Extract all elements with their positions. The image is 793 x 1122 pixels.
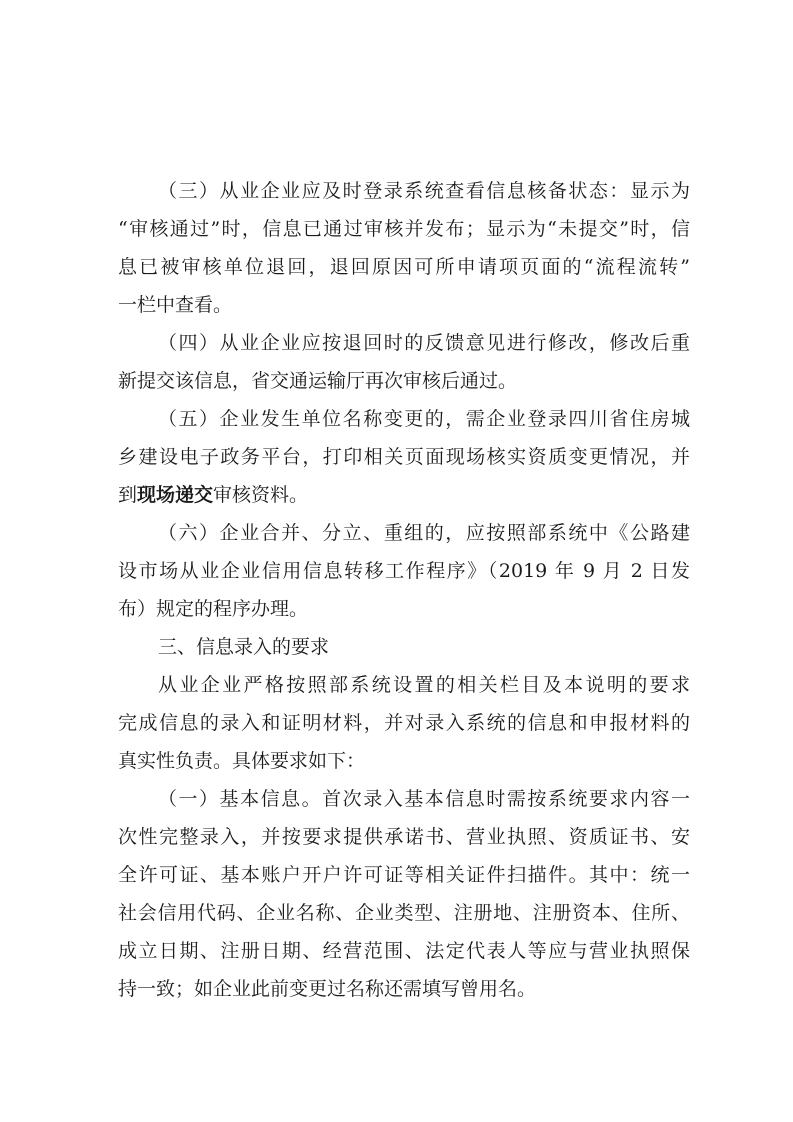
text-line: 乡建设电子政务平台，打印相关页面现场核实资质变更情况，并 [118, 446, 690, 468]
text-line: 完成信息的录入和证明材料，并对录入系统的信息和申报材料的 [118, 712, 690, 734]
text-line: （六）企业合并、分立、重组的，应按照部系统中《公路建 [158, 522, 690, 544]
text-line: （五）企业发生单位名称变更的，需企业登录四川省住房城 [158, 408, 690, 430]
text-span: 到 [118, 484, 138, 506]
text-line: 社会信用代码、企业名称、企业类型、注册地、注册资本、住所、 [118, 902, 690, 924]
text-line: 一栏中查看。 [118, 294, 233, 316]
text-line [118, 476, 690, 514]
text-line: 设市场从业企业信用信息转移工作程序》（2019 年 9 月 2 日发 [118, 560, 690, 582]
text-line: 布）规定的程序办理。 [118, 598, 309, 620]
text-line: 持一致；如企业此前变更过名称还需填写曾用名。 [118, 978, 537, 1000]
text-line: 新提交该信息，省交通运输厅再次审核后通过。 [118, 370, 518, 392]
text-span: 审核资料。 [213, 484, 309, 506]
section-heading: 三、信息录入的要求 [158, 636, 330, 658]
text-line: 真实性负责。具体要求如下： [118, 750, 366, 772]
text-line: 息已被审核单位退回，退回原因可所申请项页面的“流程流转” [118, 256, 690, 278]
text-line: 次性完整录入，并按要求提供承诺书、营业执照、资质证书、安 [118, 826, 690, 848]
text-line: 从业企业严格按照部系统设置的相关栏目及本说明的要求 [158, 674, 690, 696]
text-line: （四）从业企业应按退回时的反馈意见进行修改，修改后重 [158, 332, 690, 354]
text-line: （三）从业企业应及时登录系统查看信息核备状态：显示为 [158, 180, 690, 202]
text-line: 成立日期、注册日期、经营范围、法定代表人等应与营业执照保 [118, 940, 690, 962]
bold-emphasis: 现场递交 [137, 484, 214, 506]
text-line: （一）基本信息。首次录入基本信息时需按系统要求内容一 [158, 788, 690, 810]
text-line: “审核通过”时，信息已通过审核并发布；显示为“未提交”时，信 [118, 218, 690, 240]
text-line: 全许可证、基本账户开户许可证等相关证件扫描件。其中：统一 [118, 864, 690, 886]
